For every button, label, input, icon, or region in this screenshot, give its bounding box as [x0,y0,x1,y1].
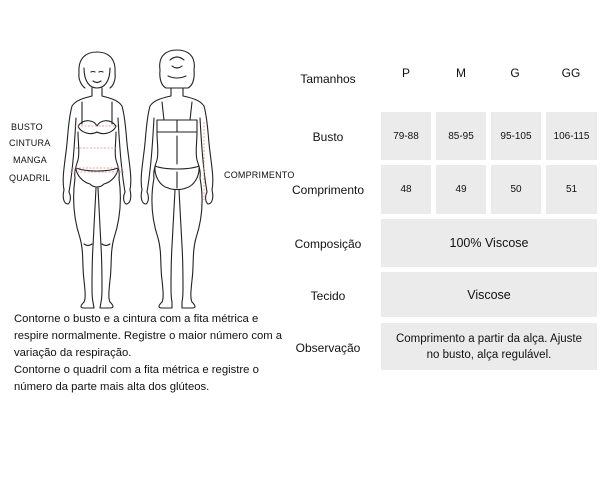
cell-comprimento-gg: 51 [546,165,597,214]
instruction-busto-cintura: Contorne o busto e a cintura com a fita métrica e respire normalmente. Registre o maior número com a variação da respiração. [14,313,283,359]
label-comprimento: COMPRIMENTO [224,170,295,180]
cell-comprimento-g: 50 [491,165,541,214]
body-back-icon [141,50,213,308]
size-gg: GG [561,66,581,80]
size-p: P [401,66,410,80]
size-g: G [510,66,520,80]
cell-busto-g: 95-105 [491,112,541,160]
size-m: M [456,66,466,80]
cell-busto-gg: 106-115 [546,112,597,160]
cell-comprimento-p: 48 [381,165,431,214]
label-busto: BUSTO [11,122,43,132]
cell-composicao: 100% Viscose [381,219,597,267]
label-cintura: CINTURA [9,138,51,148]
row-label-tecido: Tecido [310,289,346,303]
row-label-observacao: Observação [295,341,361,355]
cell-comprimento-m: 49 [436,165,486,214]
row-label-composicao: Composição [294,237,362,251]
row-label-busto: Busto [312,130,344,144]
header-tamanhos: Tamanhos [300,72,356,86]
row-label-comprimento: Comprimento [291,183,365,197]
instruction-quadril: Contorne o quadril com a fita métrica e registre o número da parte mais alta dos glúteos. [14,364,259,393]
label-manga: MANGA [13,155,48,165]
cell-busto-m: 85-95 [436,112,486,160]
label-quadril: QUADRIL [9,173,51,183]
body-front-icon [63,52,131,308]
cell-tecido: Viscose [381,272,597,317]
cell-busto-p: 79-88 [381,112,431,160]
cell-observacao: Comprimento a partir da alça. Ajuste no busto, alça regulável. [381,323,597,370]
